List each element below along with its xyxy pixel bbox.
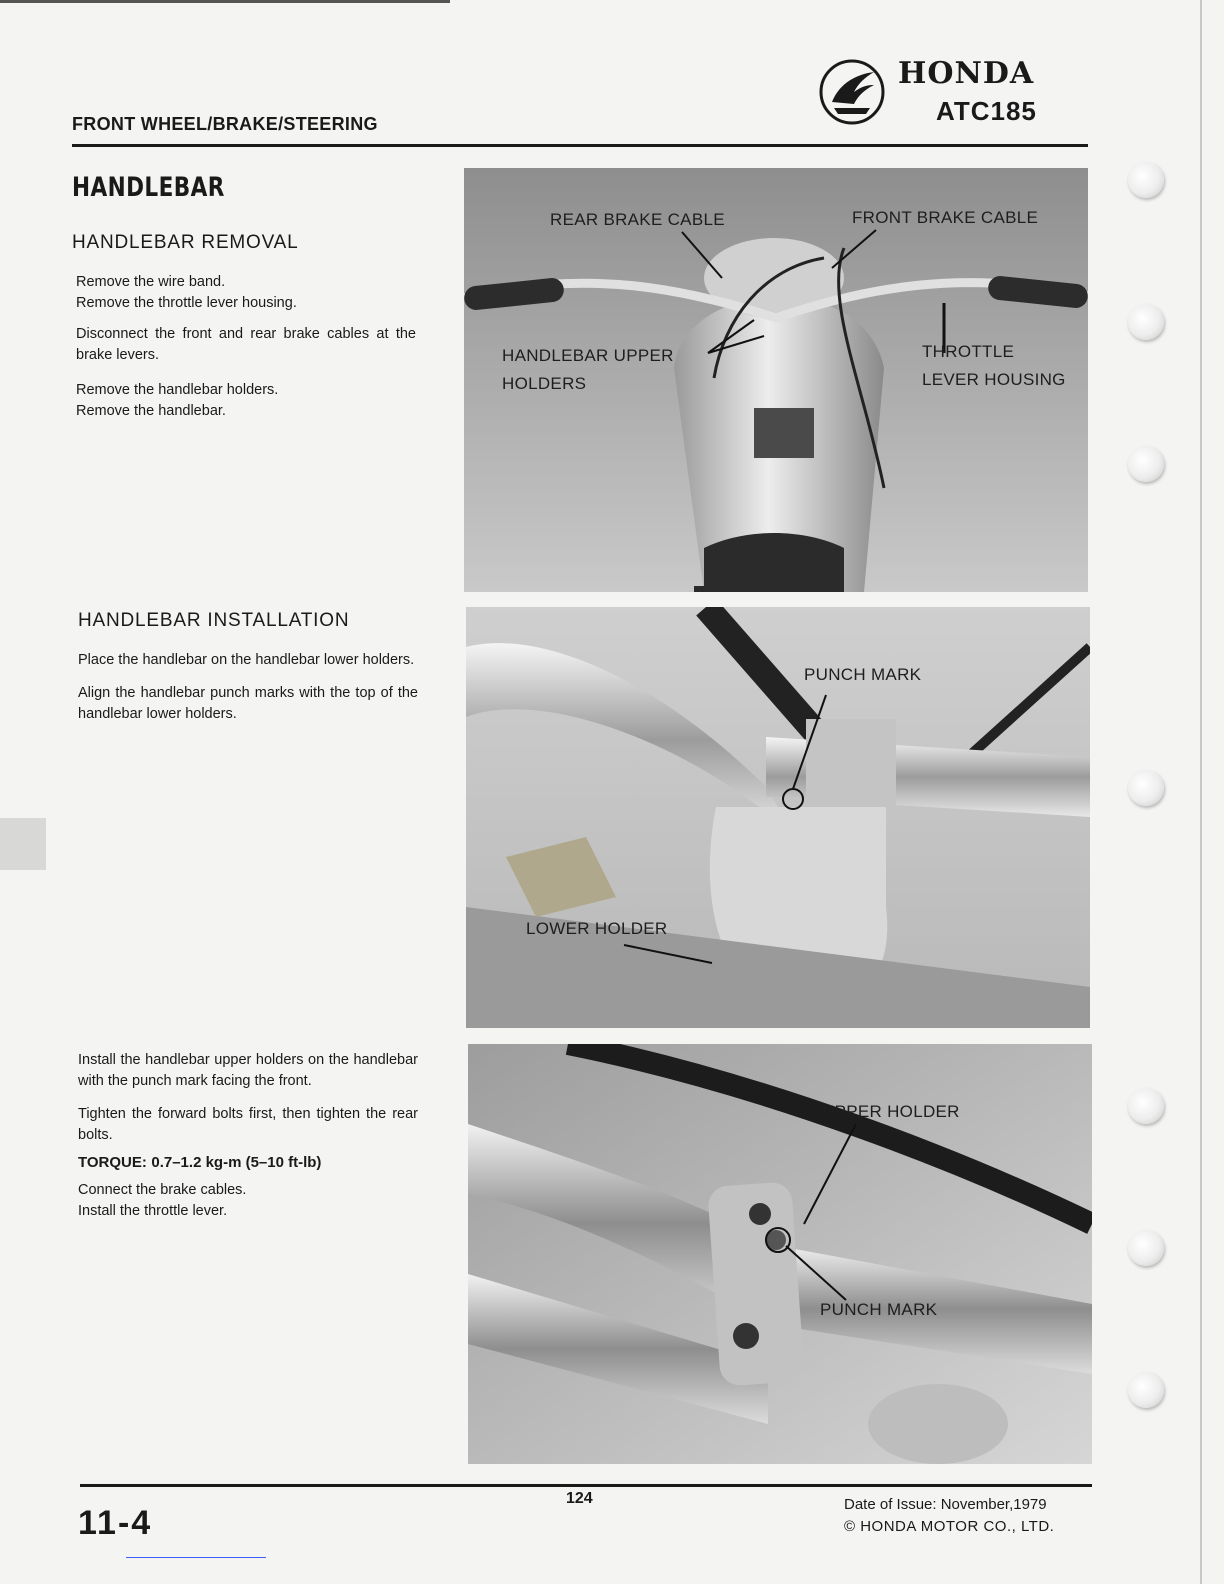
installation-step: Tighten the forward bolts first, then tighten the rear bolts. xyxy=(78,1106,418,1143)
label-throttle-lever-housing: LEVER HOUSING xyxy=(922,370,1066,389)
removal-step: Remove the handlebar. xyxy=(76,403,226,419)
page-edge xyxy=(1200,0,1202,1584)
installation-steps xyxy=(78,650,418,725)
installation-step: Place the handlebar on the handlebar lower holders. xyxy=(78,652,415,668)
removal-step: Remove the handlebar holders. xyxy=(76,382,279,398)
label-handlebar-upper-holders-2: HOLDERS xyxy=(502,374,587,393)
photo-upper-holder-punch-mark-image xyxy=(468,1044,1092,1464)
label-punch-mark-upper: PUNCH MARK xyxy=(820,1300,938,1319)
top-edge-rule xyxy=(0,0,450,3)
binder-hole xyxy=(1128,770,1164,806)
page-number: 124 xyxy=(566,1490,593,1507)
section-page-code: 11-4 xyxy=(78,1504,153,1542)
label-handlebar-upper-holders: HANDLEBAR UPPER xyxy=(502,346,674,365)
side-tab-mark xyxy=(0,818,46,870)
binder-hole xyxy=(1128,1088,1164,1124)
removal-step: Remove the throttle lever housing. xyxy=(76,295,297,311)
page-title: HANDLEBAR xyxy=(72,172,225,203)
photo-handlebar-front-view xyxy=(464,168,1088,592)
label-throttle: THROTTLE xyxy=(922,342,1015,361)
label-upper-holder: UPPER HOLDER xyxy=(822,1102,960,1121)
installation-step: Install the throttle lever. xyxy=(78,1203,228,1219)
photo-upper-holder-punch-mark xyxy=(468,1044,1092,1464)
issue-date: Date of Issue: November,1979 xyxy=(844,1496,1047,1513)
removal-step: Disconnect the front and rear brake cables at the brake levers. xyxy=(76,326,416,363)
installation-step: Install the handlebar upper holders on the handlebar with the punch mark facing the front. xyxy=(78,1052,418,1089)
removal-heading: HANDLEBAR REMOVAL xyxy=(72,232,299,253)
binder-hole xyxy=(1128,446,1164,482)
installation-step: Align the handlebar punch marks with the top of the handlebar lower holders. xyxy=(78,685,418,722)
removal-steps xyxy=(76,272,416,422)
binder-hole xyxy=(1128,1372,1164,1408)
installation-heading: HANDLEBAR INSTALLATION xyxy=(78,610,350,631)
torque-value: 0.7–1.2 kg-m (5–10 ft-lb) xyxy=(151,1154,322,1171)
footer-rule xyxy=(80,1484,1092,1487)
torque-spec xyxy=(78,1154,418,1172)
installation-steps-2 xyxy=(78,1050,418,1222)
photo-lower-holder-punch-mark xyxy=(466,607,1090,1028)
photo-lower-holder-punch-mark-image xyxy=(466,607,1090,1028)
installation-step: Connect the brake cables. xyxy=(78,1182,247,1198)
label-punch-mark: PUNCH MARK xyxy=(804,665,922,684)
label-rear-brake-cable: REAR BRAKE CABLE xyxy=(550,210,725,229)
binder-hole xyxy=(1128,162,1164,198)
label-front-brake-cable: FRONT BRAKE CABLE xyxy=(852,208,1039,227)
torque-label: TORQUE: xyxy=(78,1154,147,1171)
label-lower-holder: LOWER HOLDER xyxy=(526,919,668,938)
copyright: © HONDA MOTOR CO., LTD. xyxy=(844,1518,1055,1535)
binder-hole xyxy=(1128,1230,1164,1266)
scan-artifact-line xyxy=(126,1557,266,1558)
model-name: ATC185 xyxy=(936,96,1037,126)
section-title: FRONT WHEEL/BRAKE/STEERING xyxy=(72,114,378,134)
brand-name: HONDA xyxy=(898,56,1035,91)
header-rule xyxy=(72,144,1088,147)
removal-step: Remove the wire band. xyxy=(76,274,226,290)
binder-hole xyxy=(1128,304,1164,340)
honda-wing-logo xyxy=(818,58,886,126)
